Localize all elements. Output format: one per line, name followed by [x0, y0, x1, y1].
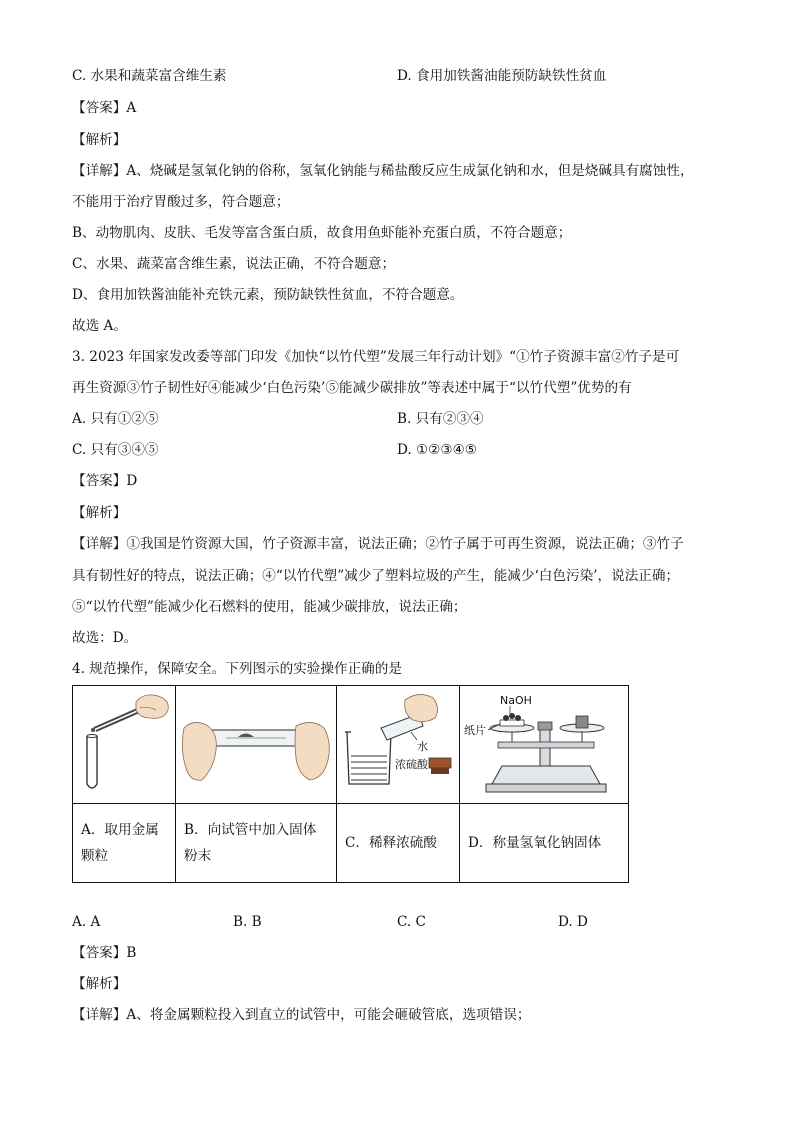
paper-label: 纸片: [464, 723, 486, 737]
q3-detail-line: 【详解】①我国是竹资源大国，竹子资源丰富，说法正确；②竹子属于可再生资源，说法正确；③竹子: [72, 536, 684, 552]
caption-line: 颗粒: [81, 848, 109, 864]
caption-line: A．取用金属: [81, 822, 159, 838]
q3-stem-line: 再生资源③竹子韧性好④能减少‘白色污染’⑤能减少碳排放”等表述中属于“以竹代塑”优势的有: [72, 380, 632, 396]
caption-line: B．向试管中加入固体: [184, 822, 317, 838]
dilute-acid-illustration: [339, 688, 457, 798]
q2-detail-line: D、食用加铁酱油能补充铁元素，预防缺铁性贫血，不符合题意。: [72, 287, 464, 303]
lab-operations-table: [72, 685, 629, 883]
q3-detail-line: 故选：D。: [72, 630, 138, 646]
caption-b: [176, 804, 337, 883]
q4-detail-line: 【详解】A、将金属颗粒投入到直立的试管中，可能会砸破管底，选项错误；: [72, 1007, 531, 1023]
q2-analysis-label: 【解析】: [72, 132, 127, 148]
q3-analysis-label: 【解析】: [72, 505, 127, 521]
tweezers-test-tube-illustration: [74, 688, 174, 798]
q3-option-d: D. ①②③④⑤: [397, 442, 477, 458]
q4-option-b: B. B: [233, 914, 262, 930]
caption-a: [73, 804, 176, 883]
image-cell-c: [337, 686, 460, 804]
q2-detail-line: 故选 A。: [72, 318, 127, 334]
q2-option-d: D. 食用加铁酱油能预防缺铁性贫血: [397, 68, 607, 84]
q3-option-b: B. 只有②③④: [397, 411, 484, 427]
caption-line: 粉末: [184, 848, 212, 864]
q4-option-a: A. A: [72, 914, 101, 930]
naoh-label: NaOH: [500, 693, 532, 707]
q3-detail-line: 具有韧性好的特点，说法正确；④“以竹代塑”减少了塑料垃圾的产生，能减少‘白色污染’，说法正确；: [72, 568, 680, 584]
q2-detail-line: 不能用于治疗胃酸过多，符合题意；: [72, 194, 290, 210]
horizontal-test-tube-illustration: [178, 688, 334, 798]
q3-option-a: A. 只有①②⑤: [72, 411, 159, 427]
image-cell-a: [73, 686, 176, 804]
q2-option-c: C. 水果和蔬菜富含维生素: [72, 68, 227, 84]
image-cell-d: [460, 686, 629, 804]
caption-line: C．稀释浓硫酸: [345, 835, 437, 851]
q4-analysis-label: 【解析】: [72, 976, 127, 992]
q4-answer: 【答案】B: [72, 945, 137, 961]
q2-detail-line: B、动物肌肉、皮肤、毛发等富含蛋白质，故食用鱼虾能补充蛋白质，不符合题意；: [72, 225, 572, 241]
caption-line: D．称量氢氧化钠固体: [468, 835, 602, 851]
q4-stem: 4. 规范操作，保障安全。下列图示的实验操作正确的是: [72, 661, 402, 677]
q3-option-c: C. 只有③④⑤: [72, 442, 159, 458]
q3-detail-line: ⑤“以竹代塑”能减少化石燃料的使用，能减少碳排放，说法正确；: [72, 599, 467, 615]
acid-label: 浓硫酸: [395, 757, 428, 771]
q3-stem-line: 3. 2023 年国家发改委等部门印发《加快“以竹代塑”发展三年行动计划》“①竹子资源丰富②竹子是可: [72, 349, 680, 365]
q2-answer: 【答案】A: [72, 100, 137, 116]
image-cell-b: [176, 686, 337, 804]
caption-d: [460, 804, 629, 883]
caption-c: [337, 804, 460, 883]
balance-scale-illustration: [462, 688, 626, 798]
water-label: 水: [417, 739, 428, 753]
q4-option-d: D. D: [558, 914, 588, 930]
q2-detail-line: 【详解】A、烧碱是氢氧化钠的俗称，氢氧化钠能与稀盐酸反应生成氯化钠和水，但是烧碱具有腐蚀性，: [72, 163, 694, 179]
q4-option-c: C. C: [397, 914, 426, 930]
q2-detail-line: C、水果、蔬菜富含维生素，说法正确，不符合题意；: [72, 256, 396, 272]
q3-answer: 【答案】D: [72, 473, 138, 489]
